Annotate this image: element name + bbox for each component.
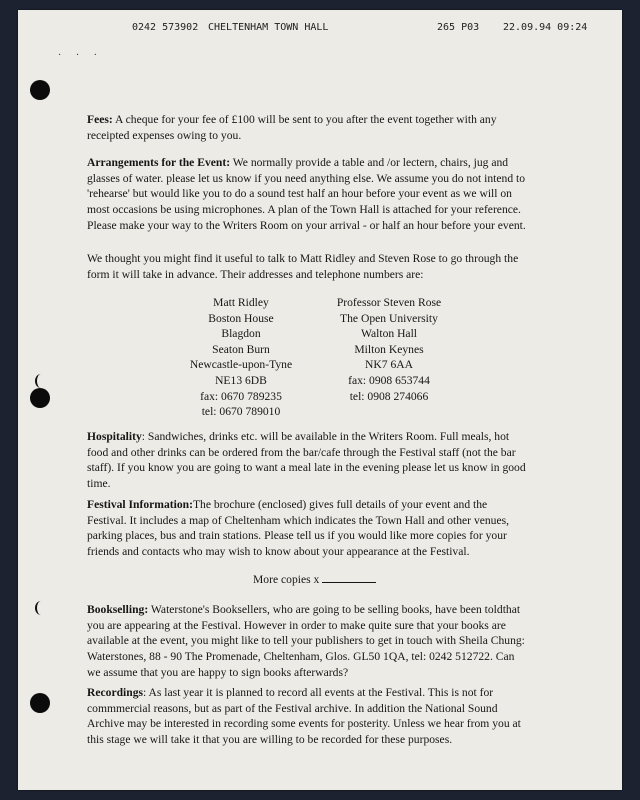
hospitality-text: : Sandwiches, drinks etc. will be available in the Writers Room. Full meals, hot food and other drinks can be ordered from the bar/cafe through the Festival staff (not the bar staff). If you know you are going to want a meal late in the evening please let us know in good time. xyxy=(87,430,526,491)
more-copies-blank xyxy=(322,572,376,583)
address-line: Milton Keynes xyxy=(354,342,424,356)
contacts-intro-text: We thought you might find it useful to talk to Matt Ridley and Steven Rose to go through the form it will take in advance. Their addresses and telephone numbers are: xyxy=(87,252,519,281)
punch-hole xyxy=(30,693,50,713)
arrangements-section xyxy=(87,155,527,234)
festival-info-section xyxy=(87,497,527,560)
address-line: tel: 0908 274066 xyxy=(349,389,429,403)
festival-info-text: The brochure (enclosed) gives full details of your event and the Festival. It includes a map of Cheltenham which indicates the Town Hall and other venues, parking places, bus and train stations. Please tell us if you would like more copies for your friends and contacts who may wish to know about your appearance at the Festival. xyxy=(87,498,510,559)
paper-crease-mark xyxy=(35,601,47,615)
address-line: Professor Steven Rose xyxy=(336,296,442,309)
address-line: Blagdon xyxy=(221,327,261,341)
fax-sender: CHELTENHAM TOWN HALL xyxy=(208,22,329,33)
fees-text: A cheque for your fee of £100 will be sent to you after the event together with any receipted expenses owing to you. xyxy=(87,113,497,142)
contacts-intro xyxy=(87,251,527,282)
recordings-heading: Recordings xyxy=(87,686,144,699)
address-line: Seaton Burn xyxy=(212,342,270,356)
paper-specks: · · · xyxy=(58,50,103,61)
recordings-section xyxy=(87,685,527,748)
bookselling-section xyxy=(87,602,527,681)
address-line: tel: 0670 789010 xyxy=(201,405,281,419)
address-line: Newcastle-upon-Tyne xyxy=(189,358,293,372)
fees-heading: Fees: xyxy=(87,113,113,126)
punch-hole xyxy=(30,388,50,408)
punch-hole xyxy=(30,80,50,100)
address-line: fax: 0670 789235 xyxy=(200,389,282,403)
hospitality-heading: Hospitality xyxy=(87,430,142,443)
fax-phone: 0242 573902 xyxy=(132,22,199,33)
arrangements-text: We normally provide a table and /or lectern, chairs, jug and glasses of water. please let us know if you need anything else. We assume you do not intend to 'rehearse' but would like you to do a sound test half an hour before your event as we will on most occasions be using microphones. A plan of the Town Hall is attached for your reference. Please make your way to the Writers Room on your arrival - or half an hour before your event. xyxy=(87,156,526,232)
address-line: Matt Ridley xyxy=(213,296,269,309)
bookselling-text: Waterstone's Booksellers, who are going to be selling books, have been toldthat you are appearing at the Festival. However in order to make quite sure that your books are available at the event, you might like to tell your publishers to get in touch with Sheila Chung: Waterstones, 88 - 90 The Promenade, Cheltenham, Glos. GL50 1QA, tel: 0242 512722. Can we assume that you are happy to sign books afterwards? xyxy=(87,603,525,679)
hospitality-section xyxy=(87,429,527,492)
recordings-text: : As last year it is planned to record all events at the Festival. This is not for commmercial reasons, but as part of the Festival archive. In addition the National Sound Archive may be interested in recording some events for posterity. Unless we hear from you at this stage we will take it that you are willing to be recorded for these purposes. xyxy=(87,686,521,747)
paper-crease-mark xyxy=(35,374,47,388)
arrangements-heading: Arrangements for the Event: xyxy=(87,156,231,169)
fax-datetime: 22.09.94 09:24 xyxy=(503,22,588,33)
fees-section xyxy=(87,112,527,143)
address-line: NK7 6AA xyxy=(365,358,413,372)
address-line: Walton Hall xyxy=(360,327,418,341)
more-copies-label: More copies x xyxy=(253,573,320,586)
fax-page: 265 P03 xyxy=(437,22,480,33)
address-line: fax: 0908 653744 xyxy=(348,373,430,387)
address-line: The Open University xyxy=(340,311,438,325)
address-ridley xyxy=(178,295,304,420)
festival-info-heading: Festival Information: xyxy=(87,498,193,511)
address-line: Boston House xyxy=(208,311,274,325)
bookselling-heading: Bookselling: xyxy=(87,603,149,616)
fax-header xyxy=(0,22,640,36)
more-copies-field xyxy=(253,572,376,586)
address-line: NE13 6DB xyxy=(215,373,267,387)
address-rose xyxy=(328,295,450,404)
